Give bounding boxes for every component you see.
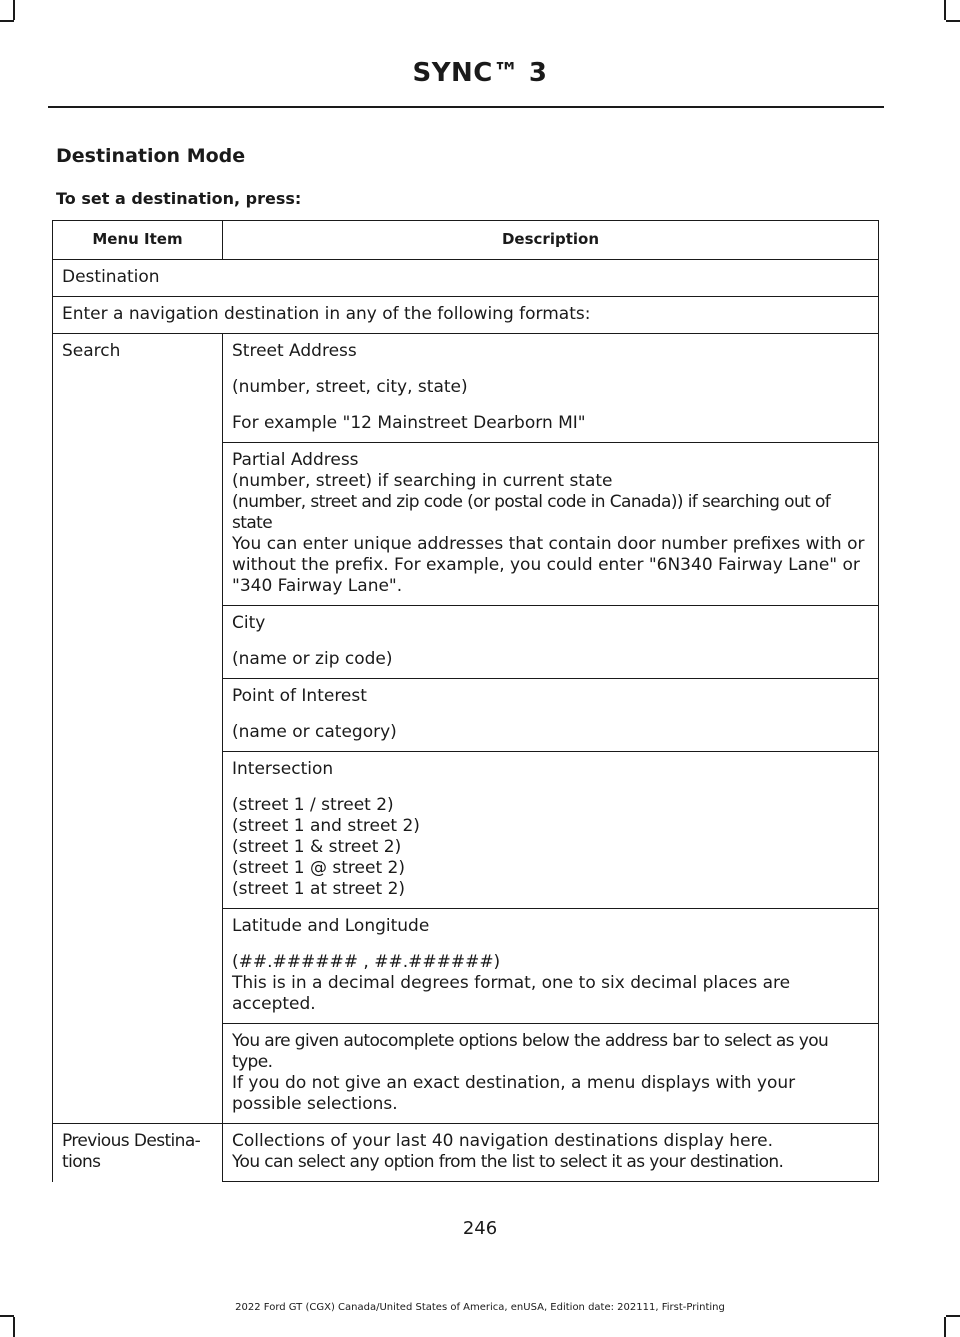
option-text: (street 1 & street 2) [232, 837, 402, 857]
destination-cell: Destination [53, 260, 879, 297]
crop-mark [13, 1317, 15, 1337]
column-header-description: Description [223, 221, 879, 260]
option-text: (street 1 at street 2) [232, 879, 406, 899]
edition-footer: 2022 Ford GT (CGX) Canada/United States of America, enUSA, Edition date: 202111, First-Printing [235, 1302, 725, 1313]
previous-destinations-description [223, 1124, 879, 1182]
crop-mark [0, 20, 14, 22]
option-text: (name or category) [232, 722, 397, 742]
option-text: (street 1 / street 2) [232, 795, 394, 815]
search-option-point-of-interest [223, 679, 879, 752]
table-row-enter [53, 297, 879, 334]
option-title: Intersection [232, 759, 334, 779]
option-title: Street Address [232, 341, 357, 361]
option-text: You can enter unique addresses that contain door number prefixes with or without the prefix. For example, you could enter "6N340 Fairway Lane" or "340 Fairway Lane". [232, 534, 865, 596]
search-option-street-address [223, 334, 879, 443]
crop-mark [944, 1317, 946, 1337]
option-text: Collections of your last 40 navigation destinations display here. [232, 1131, 774, 1151]
crop-mark [13, 0, 15, 20]
search-option-latitude-longitude [223, 909, 879, 1024]
option-text: You can select any option from the list to select it as your destination. [232, 1152, 784, 1172]
option-text: (street 1 @ street 2) [232, 858, 405, 878]
enter-destination-cell: Enter a navigation destination in any of the following formats: [53, 297, 879, 334]
search-option-partial-address [223, 443, 879, 606]
search-option-autocomplete [223, 1024, 879, 1124]
previous-destinations-label: Previous Destina-tions [62, 1131, 201, 1172]
page-number: 246 [462, 1218, 498, 1239]
search-option-city [223, 606, 879, 679]
option-title: Latitude and Longitude [232, 916, 430, 936]
option-text: (number, street) if searching in current state [232, 471, 613, 491]
page-header-title: SYNC™ 3 [412, 58, 548, 88]
column-header-menu-item: Menu Item [53, 221, 223, 260]
crop-mark [944, 0, 946, 20]
section-subheading: To set a destination, press: [56, 189, 302, 208]
menu-item-search [53, 334, 223, 1124]
option-text: (number, street and zip code (or postal code in Canada)) if searching out of state [232, 492, 831, 533]
crop-mark [0, 1315, 14, 1317]
table-row [53, 334, 879, 443]
option-text: You are given autocomplete options below the address bar to select as you type. [232, 1031, 829, 1072]
search-option-intersection [223, 752, 879, 909]
option-text: For example "12 Mainstreet Dearborn MI" [232, 413, 586, 433]
table-header-row [53, 221, 879, 260]
option-text: (street 1 and street 2) [232, 816, 420, 836]
table-row-previous-destinations [53, 1124, 879, 1182]
crop-mark [946, 20, 960, 22]
option-text: (number, street, city, state) [232, 377, 468, 397]
option-text: If you do not give an exact destination, a menu displays with your possible selections. [232, 1073, 796, 1114]
search-label: Search [62, 341, 121, 361]
option-title: Point of Interest [232, 686, 367, 706]
header-divider [48, 106, 884, 108]
table-row-destination [53, 260, 879, 297]
menu-item-previous-destinations [53, 1124, 223, 1182]
option-text: This is in a decimal degrees format, one to six decimal places are accepted. [232, 973, 791, 1014]
option-title: Partial Address [232, 450, 359, 470]
option-text: (##.###### , ##.######) [232, 952, 501, 972]
option-title: City [232, 613, 266, 633]
option-text: (name or zip code) [232, 649, 393, 669]
destination-menu-table [52, 220, 879, 1182]
section-title: Destination Mode [56, 145, 246, 167]
crop-mark [946, 1315, 960, 1317]
